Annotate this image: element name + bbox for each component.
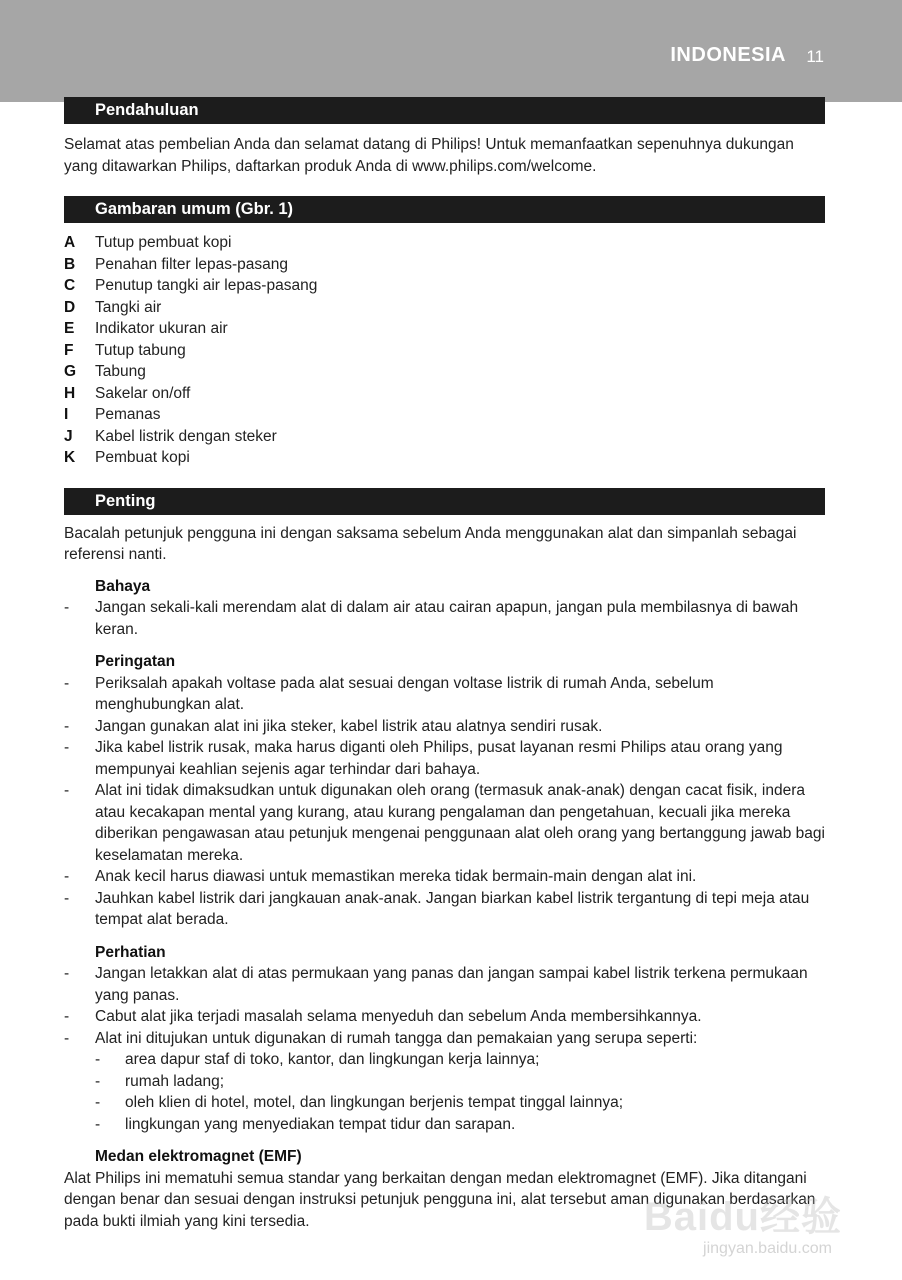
sub-list-item-text: oleh klien di hotel, motel, dan lingkungan berjenis tempat tinggal lainnya;	[125, 1094, 624, 1111]
sub-list-item: - lingkungan yang menyediakan tempat tidur dan sarapan.	[64, 1114, 825, 1136]
part-label: Tangki air	[95, 298, 162, 316]
part-label: Pemanas	[95, 406, 161, 423]
list-item: - Jauhkan kabel listrik dari jangkauan anak-anak. Jangan biarkan kabel listrik tergantung di tepi meja atau tempat alat berada.	[64, 888, 825, 931]
part-item	[64, 340, 825, 362]
list-item: - Periksalah apakah voltase pada alat sesuai dengan voltase listrik di rumah Anda, sebelum menghubungkan alat.	[64, 673, 825, 716]
part-letter: J	[64, 427, 73, 445]
list-item: - Jangan gunakan alat ini jika steker, kabel listrik atau alatnya sendiri rusak.	[64, 716, 825, 738]
subhead-peringatan: Peringatan	[95, 653, 176, 670]
section-title-penting: Penting	[64, 488, 825, 515]
part-item	[64, 275, 825, 297]
part-label: Penutup tangki air lepas-pasang	[95, 277, 318, 294]
sub-list-item-text: rumah ladang;	[125, 1072, 225, 1090]
part-letter: E	[64, 320, 75, 337]
sub-list-item-text: area dapur staf di toko, kantor, dan lingkungan kerja lainnya;	[125, 1051, 540, 1068]
page-content	[64, 97, 825, 1232]
part-label: Pembuat kopi	[95, 449, 190, 466]
part-item	[64, 447, 825, 469]
list-item-text: Jika kabel listrik rusak, maka harus diganti oleh Philips, pusat layanan resmi Philips atau orang yang mempunyai keahlian sejenis agar terhindar dari bahaya.	[95, 739, 783, 778]
list-item: - Alat ini ditujukan untuk digunakan di rumah tangga dan pemakaian yang serupa seperti:	[64, 1028, 825, 1050]
header-band	[0, 0, 902, 102]
watermark-url: jingyan.baidu.com	[703, 1240, 832, 1257]
list-item-text: Cabut alat jika terjadi masalah selama menyeduh dan sebelum Anda membersihkannya.	[95, 1008, 702, 1025]
list-item: - Jika kabel listrik rusak, maka harus diganti oleh Philips, pusat layanan resmi Philips atau orang yang mempunyai keahlian sejenis agar terhindar dari bahaya.	[64, 737, 825, 780]
part-label: Sakelar on/off	[95, 384, 191, 402]
section-title-gambaran: Gambaran umum (Gbr. 1)	[64, 196, 825, 223]
parts-list	[64, 232, 825, 469]
page-number: 11	[806, 47, 824, 66]
list-item-text: Periksalah apakah voltase pada alat sesuai dengan voltase listrik di rumah Anda, sebelum menghubungkan alat.	[95, 674, 714, 713]
part-item	[64, 404, 825, 426]
list-item: - Jangan sekali-kali merendam alat di dalam air atau cairan apapun, jangan pula membilasnya di bawah keran.	[64, 597, 825, 640]
part-letter: I	[64, 406, 69, 423]
part-letter: G	[64, 363, 77, 380]
list-item: - Cabut alat jika terjadi masalah selama menyeduh dan sebelum Anda membersihkannya.	[64, 1006, 825, 1028]
penting-intro: Bacalah petunjuk pengguna ini dengan saksama sebelum Anda menggunakan alat dan simpanlah sebagai referensi nanti.	[64, 524, 797, 563]
list-item-text: Jangan letakkan alat di atas permukaan yang panas dan jangan sampai kabel listrik terkena permukaan yang panas.	[95, 965, 808, 1004]
part-item	[64, 297, 825, 319]
part-letter: F	[64, 341, 74, 359]
sub-list-item: - area dapur staf di toko, kantor, dan lingkungan kerja lainnya;	[64, 1049, 825, 1071]
subhead-bahaya: Bahaya	[95, 577, 151, 595]
part-label: Kabel listrik dengan steker	[95, 427, 277, 445]
part-label: Tutup tabung	[95, 341, 186, 359]
part-item	[64, 426, 825, 448]
list-item: - Jangan letakkan alat di atas permukaan yang panas dan jangan sampai kabel listrik terkena permukaan yang panas.	[64, 963, 825, 1006]
part-letter: D	[64, 298, 76, 316]
part-letter: C	[64, 277, 76, 294]
intro-paragraph: Selamat atas pembelian Anda dan selamat datang di Philips! Untuk memanfaatkan sepenuhnya dukungan yang ditawarkan Philips, daftarkan produk Anda di www.philips.com/welcome.	[64, 136, 794, 175]
sub-list-item-text: lingkungan yang menyediakan tempat tidur dan sarapan.	[125, 1115, 516, 1133]
sub-list-item: - rumah ladang;	[64, 1071, 825, 1093]
part-label: Tutup pembuat kopi	[95, 234, 232, 251]
part-label: Tabung	[95, 363, 146, 380]
list-item: - Alat ini tidak dimaksudkan untuk digunakan oleh orang (termasuk anak-anak) dengan cacat fisik, indera atau kecakapan mental yang kurang, atau kurang pengalaman dan pengetahuan, kecuali jika mereka diberikan pengawasan atau petunjuk mengenai penggunaan alat oleh orang yang bertanggung jawab bagi keselamatan mereka.	[64, 780, 825, 866]
emf-paragraph: Alat Philips ini mematuhi semua standar yang berkaitan dengan medan elektromagnet (EMF). Jika ditangani dengan benar dan sesuai dengan instruksi petunjuk pengguna ini, alat tersebut aman digunakan berdasarkan pada bukti ilmiah yang kini tersedia.	[64, 1169, 816, 1230]
part-item	[64, 254, 825, 276]
part-letter: H	[64, 384, 76, 402]
part-label: Indikator ukuran air	[95, 320, 228, 337]
subhead-perhatian: Perhatian	[95, 943, 166, 961]
part-item	[64, 318, 825, 340]
part-item	[64, 361, 825, 383]
part-letter: K	[64, 449, 76, 466]
list-item-text: Alat ini tidak dimaksudkan untuk digunakan oleh orang (termasuk anak-anak) dengan cacat fisik, indera atau kecakapan mental yang kurang, atau kurang pengalaman dan pengetahuan, kecuali jika mereka diberikan pengawasan atau petunjuk mengenai penggunaan alat oleh orang yang bertanggung jawab bagi keselamatan mereka.	[95, 782, 825, 864]
list-item-text: Jangan sekali-kali merendam alat di dalam air atau cairan apapun, jangan pula membilasnya di bawah keran.	[95, 599, 799, 638]
list-item-text: Jangan gunakan alat ini jika steker, kabel listrik atau alatnya sendiri rusak.	[95, 717, 603, 735]
part-letter: B	[64, 255, 76, 273]
sub-list-item: - oleh klien di hotel, motel, dan lingkungan berjenis tempat tinggal lainnya;	[64, 1092, 825, 1114]
watermark-logo: Baidu经验	[643, 1195, 842, 1239]
list-item-text: Jauhkan kabel listrik dari jangkauan anak-anak. Jangan biarkan kabel listrik tergantung di tepi meja atau tempat alat berada.	[95, 889, 810, 928]
part-item	[64, 232, 825, 254]
part-item	[64, 383, 825, 405]
list-item-text: Anak kecil harus diawasi untuk memastikan mereka tidak bermain-main dengan alat ini.	[95, 868, 697, 885]
section-title-pendahuluan: Pendahuluan	[64, 97, 825, 124]
list-item-text: Alat ini ditujukan untuk digunakan di rumah tangga dan pemakaian yang serupa seperti:	[95, 1029, 698, 1047]
language-label: INDONESIA	[670, 44, 786, 66]
subhead-emf: Medan elektromagnet (EMF)	[95, 1148, 302, 1165]
list-item: - Anak kecil harus diawasi untuk memastikan mereka tidak bermain-main dengan alat ini.	[64, 866, 825, 888]
part-label: Penahan filter lepas-pasang	[95, 255, 289, 273]
part-letter: A	[64, 234, 76, 251]
